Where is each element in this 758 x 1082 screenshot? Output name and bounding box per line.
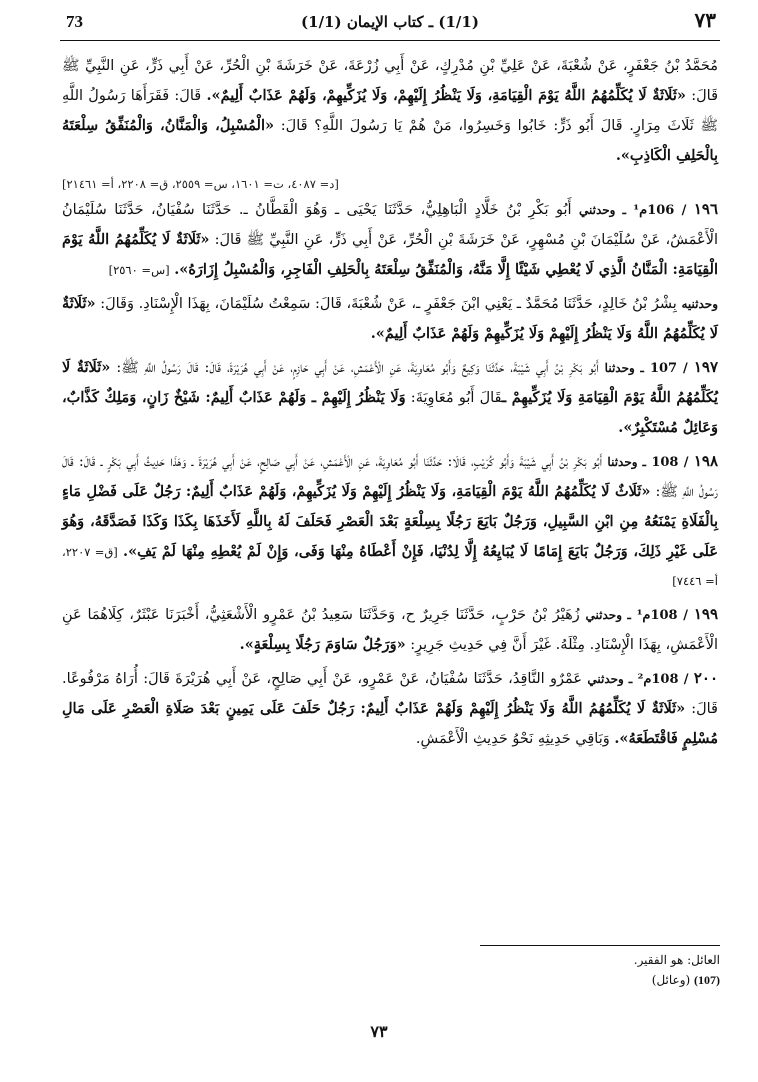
- narration-text: وَبَاقِي حَدِيثِهِ نَحْوُ حَدِيثِ الْأَعْمَشِ.: [415, 731, 615, 747]
- narration-text: قَالَ: فَقَرَأَهَا رَسُولُ اللَّهِ ﷺ ثَلَاثَ مِرَارٍ. قَالَ أَبُو ذَرٍّ: خَابُوا وَخَسِرُوا، مَنْ هُمْ يَا رَسُولَ اللَّهِ؟ قَالَ:: [62, 88, 718, 134]
- matn-quote: «ثَلَاثَةٌ لَا يُكَلِّمُهُمُ اللَّهُ وَلَا يَنْظُرُ إِلَيْهِمْ وَلَهُمْ عَذَابٌ أَلِيمٌ: رَجُلٌ حَلَفَ عَلَى يَمِينٍ بَعْدَ صَلَاةِ الْعَصْرِ عَلَى مَالِ مُسْلِمٍ فَاقْتَطَعَهُ».: [62, 700, 718, 747]
- narration-intro: وحدثنيه: [681, 297, 719, 311]
- isnad-text: عَمْرٌو النَّاقِدُ، حَدَّثَنَا سُفْيَانُ، عَنْ عَمْرٍو، عَنْ أَبِي صَالِحٍ، عَنْ أَبِي هُرَيْرَةَ قَالَ: أُرَاهُ مَرْفُوعًا. قَالَ:: [62, 671, 718, 717]
- footnote-word: (وعائل): [651, 973, 691, 987]
- hadith-subnumber: / 108م¹: [636, 608, 689, 623]
- cross-reference: [ق= ٢٢٠٧، أ= ٧٤٤٦]: [62, 545, 718, 588]
- hadith-paragraph: [62, 52, 718, 171]
- matn-quote: «ثَلَاثٌ لَا يُكَلِّمُهُمُ اللَّهُ يَوْمَ الْقِيَامَةِ، وَلَا يَنْظُرُ إِلَيْهِمْ وَلَا يُزَكِّيهِمْ، وَلَهُمْ عَذَابٌ أَلِيمٌ: رَجُلٌ عَلَى فَضْلِ مَاءٍ بِالْفَلَاةِ يَمْنَعُهُ مِنِ ابْنِ السَّبِيلِ، وَرَجُلٌ بَايَعَ رَجُلًا بِسِلْعَةٍ بَعْدَ الْعَصْرِ فَحَلَفَ لَهُ بِاللَّهِ لَأَخَذَهَا بِكَذَا وَكَذَا فَصَدَّقَهُ، وَهُوَ عَلَى غَيْرِ ذَلِكَ، وَرَجُلٌ بَايَعَ إِمَامًا لَا يُبَايِعُهُ إِلَّا لِدُنْيَا، فَإِنْ أَعْطَاهُ مِنْهَا وَفَى، وَإِنْ لَمْ يُعْطِهِ مِنْهَا لَمْ يَفِ».: [62, 483, 718, 560]
- narration-intro: ـ وحدثنا: [607, 455, 646, 469]
- isnad-text: زُهَيْرُ بْنُ حَرْبٍ، حَدَّثَنَا جَرِيرٌ ح، وَحَدَّثَنَا سَعِيدُ بْنُ عَمْرٍو الْأَشْعَثِيُّ، أَخْبَرَنَا عَبْثَرٌ، كِلَاهُمَا عَنِ الْأَعْمَشِ، بِهَذَا الْإِسْنَادِ. مِثْلَهُ. غَيْرَ أَنَّ فِي حَدِيثِ جَرِيرٍ:: [62, 607, 718, 653]
- matn-quote: «الْمُسْبِلُ، وَالْمَنَّانُ، وَالْمُنَفِّقُ سِلْعَتَهُ بِالْحَلِفِ الْكَاذِبِ».: [62, 117, 718, 164]
- hadith-subnumber: / 106م¹: [633, 203, 687, 218]
- narration-text: قَالَ أَبُو مُعَاوِيَةَ:: [405, 390, 502, 406]
- narration-intro: ـ وحدثني: [585, 608, 631, 622]
- cross-reference: [د= ٤٠٨٧، ت= ١٦٠١، س= ٢٥٥٩، ق= ٢٢٠٨، أ= ٢١٤٦١]: [62, 177, 339, 191]
- matn-quote: «ثَلَاثَةٌ لَا يُكَلِّمُهُمُ اللَّهُ يَوْمَ الْقِيَامَةِ وَلَا يُزَكِّيهِمْ ـ: [62, 359, 718, 406]
- isnad-text: أَبُو بَكْرِ بْنُ أَبِي شَيْبَةَ وَأَبُو كُرَيْبٍ، قَالَا: حَدَّثَنَا أَبُو مُعَاوِيَةَ، عَنِ الْأَعْمَشِ، عَنْ أَبِي صَالِحٍ، عَنْ أَبِي هُرَيْرَةَ ـ وَهَذَا حَدِيثُ أَبِي بَكْرٍ ـ قَالَ: قَالَ رَسُولُ اللَّهِ ﷺ:: [62, 454, 719, 500]
- hadith-paragraph: [62, 600, 718, 660]
- narration-intro: ـ وحدثني: [587, 672, 633, 686]
- footnote-divider: [480, 945, 720, 946]
- page-number-footer: ٧٣: [370, 1022, 388, 1041]
- hadith-paragraph: [62, 447, 718, 596]
- isnad-text: أَبُو بَكْرِ بْنُ خَلَّادٍ الْبَاهِلِيُّ، حَدَّثَنَا يَحْيَى ـ وَهُوَ الْقَطَّانُ ـ. حَدَّثَنَا سُفْيَانُ، حَدَّثَنَا سُلَيْمَانُ الْأَعْمَشُ، عَنْ سُلَيْمَانَ بْنِ مُسْهِرٍ، عَنْ خَرَشَةَ بْنِ الْحُرِّ، عَنْ أَبِي ذَرٍّ، عَنِ النَّبِيِّ ﷺ قَالَ:: [62, 202, 718, 248]
- hadith-number: ١٩٩: [693, 605, 719, 623]
- hadith-subnumber: / 108: [651, 455, 689, 470]
- running-title: (1/1) ـ كتاب الإيمان (1/1): [301, 13, 479, 31]
- footnote-id: (107): [694, 973, 720, 987]
- hadith-number: ١٩٧: [693, 358, 719, 376]
- hadith-number: ١٩٦: [693, 200, 719, 218]
- hadith-number: ١٩٨: [693, 452, 718, 470]
- footnote: [480, 950, 720, 990]
- matn-quote: «ثَلَاثَةٌ لَا يُكَلِّمُهُمُ اللَّهُ وَلَا يَنْظُرُ إِلَيْهِمْ وَلَا يُزَكِّيهِمْ وَلَهُمْ عَذَابٌ أَلِيمٌ».: [62, 295, 718, 342]
- matn-quote: وَلَا يَنْظُرُ إِلَيْهِمْ ـ وَلَهُمْ عَذَابٌ أَلِيمٌ: شَيْخٌ زَانٍ، وَمَلِكٌ كَذَّابٌ، وَعَائِلٌ مُسْتَكْبِرٌ».: [62, 389, 718, 436]
- isnad-text: أَبُو بَكْرِ بْنُ أَبِي شَيْبَةَ، حَدَّثَنَا وَكِيعٌ وَأَبُو مُعَاوِيَةَ، عَنِ الْأَعْمَشِ، عَنْ أَبِي حَازِمٍ، عَنْ أَبِي هُرَيْرَةَ، قَالَ: قَالَ رَسُولُ اللَّهِ ﷺ:: [110, 360, 599, 376]
- hadith-number: ٢٠٠: [693, 669, 719, 687]
- matn-quote: «وَرَجُلٌ سَاوَمَ رَجُلًا بِسِلْعَةٍ».: [239, 636, 406, 653]
- page-number-latin: 73: [66, 12, 83, 31]
- cross-reference: [س= ٢٥٦٠]: [108, 263, 170, 277]
- hadith-text-body: [62, 52, 718, 902]
- hadith-paragraph: [62, 289, 718, 349]
- page-header: [60, 8, 720, 41]
- hadith-paragraph: [62, 664, 718, 754]
- hadith-subnumber: / 107: [649, 361, 688, 376]
- isnad-text: بِشْرُ بْنُ خَالِدٍ، حَدَّثَنَا مُحَمَّدٌ ـ يَعْنِي ابْنَ جَعْفَرٍ ـ، عَنْ شُعْبَةَ، قَالَ: سَمِعْتُ سُلَيْمَانَ، بِهَذَا الْإِسْنَادِ. وَقَالَ:: [95, 296, 677, 312]
- narration-intro: ـ وحدثنا: [604, 361, 644, 375]
- hadith-paragraph: [62, 353, 718, 443]
- page-number-arabic: ٧٣: [694, 8, 716, 32]
- footnote-text: العائل: هو الفقير.: [633, 953, 720, 967]
- matn-quote: «ثَلَاثَةٌ لَا يُكَلِّمُهُمُ اللَّهُ يَوْمَ الْقِيَامَةِ: الْمَنَّانُ الَّذِي لَا يُعْطِي شَيْئًا إِلَّا مَنَّهُ، وَالْمُنَفِّقُ سِلْعَتَهُ بِالْحَلِفِ الْفَاجِرِ، وَالْمُسْبِلُ إِزَارَهُ».: [62, 231, 718, 278]
- isnad-text: مُحَمَّدُ بْنُ جَعْفَرٍ، عَنْ شُعْبَةَ، عَنْ عَلِيِّ بْنِ مُدْرِكٍ، عَنْ أَبِي زُرْعَةَ، عَنْ خَرَشَةَ بْنِ الْحُرِّ، عَنْ أَبِي ذَرٍّ، عَنِ النَّبِيِّ ﷺ قَالَ:: [62, 58, 718, 104]
- narration-intro: ـ وحدثني: [579, 203, 626, 217]
- hadith-paragraph: [62, 195, 718, 285]
- hadith-subnumber: / 108م²: [637, 672, 689, 687]
- matn-quote: «ثَلَاثَةٌ لَا يُكَلِّمُهُمُ اللَّهُ يَوْمَ الْقِيَامَةِ، وَلَا يَنْظُرُ إِلَيْهِمْ، وَلَا يُزَكِّيهِمْ، وَلَهُمْ عَذَابٌ أَلِيمٌ».: [206, 87, 686, 104]
